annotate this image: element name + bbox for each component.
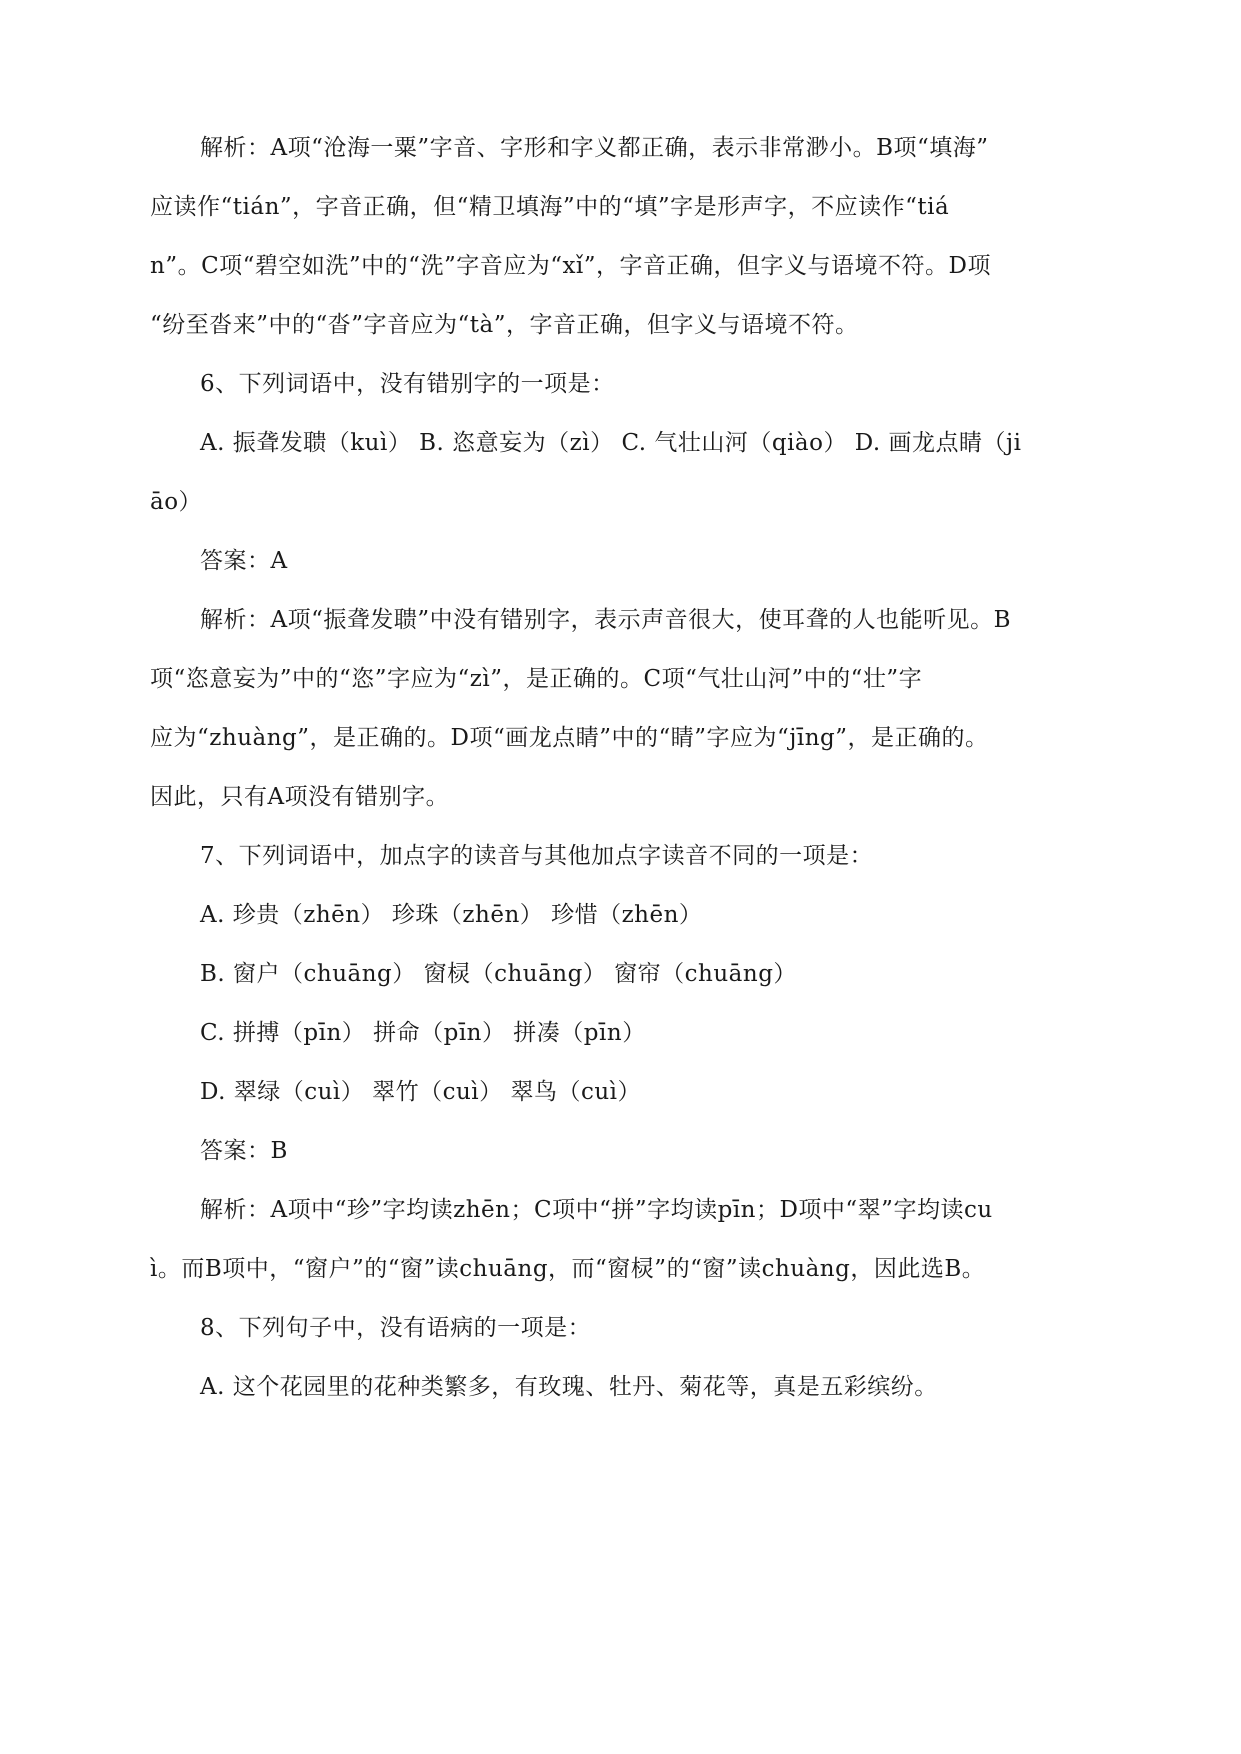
paragraph-line: n”。C项“碧空如洗”中的“洗”字音应为“xǐ”，字音正确，但字义与语境不符。D项 <box>150 253 991 279</box>
paragraph-line: “纷至沓来”中的“沓”字音应为“tà”，字音正确，但字义与语境不符。 <box>150 312 859 338</box>
question-6-options-cont: āo） <box>150 489 203 515</box>
paragraph-line: 应为“zhuàng”，是正确的。D项“画龙点睛”中的“睛”字应为“jīng”，是正确的。 <box>150 725 989 751</box>
paragraph-line: 项“恣意妄为”中的“恣”字应为“zì”，是正确的。C项“气壮山河”中的“壮”字 <box>150 666 923 692</box>
question-7-option-d: D. 翠绿（cuì） 翠竹（cuì） 翠鸟（cuì） <box>200 1079 642 1105</box>
paragraph-line: 应读作“tián”，字音正确，但“精卫填海”中的“填”字是形声字，不应读作“tiá <box>150 194 950 220</box>
question-6-options: A. 振聋发聩（kuì） B. 恣意妄为（zì） C. 气壮山河（qiào） D. 画龙点睛（ji <box>200 430 1022 456</box>
question-6-answer: 答案：A <box>200 548 288 574</box>
question-7-answer: 答案：B <box>200 1138 288 1164</box>
question-7-title: 7、下列词语中，加点字的读音与其他加点字读音不同的一项是： <box>200 843 874 869</box>
paragraph-line: 解析：A项“振聋发聩”中没有错别字，表示声音很大，使耳聋的人也能听见。B <box>200 607 1012 633</box>
question-8-option-a: A. 这个花园里的花种类繁多，有玫瑰、牡丹、菊花等，真是五彩缤纷。 <box>200 1374 938 1400</box>
question-7-option-a: A. 珍贵（zhēn） 珍珠（zhēn） 珍惜（zhēn） <box>200 902 703 928</box>
question-6-title: 6、下列词语中，没有错别字的一项是： <box>200 371 615 397</box>
question-7-option-b: B. 窗户（chuāng） 窗棂（chuāng） 窗帘（chuāng） <box>200 961 797 987</box>
paragraph-line: 解析：A项“沧海一粟”字音、字形和字义都正确，表示非常渺小。B项“填海” <box>200 135 989 161</box>
paragraph-line: 因此，只有A项没有错别字。 <box>150 784 450 810</box>
question-8-title: 8、下列句子中，没有语病的一项是： <box>200 1315 592 1341</box>
paragraph-line: 解析：A项中“珍”字均读zhēn；C项中“拼”字均读pīn；D项中“翠”字均读cu <box>200 1197 993 1223</box>
question-7-option-c: C. 拼搏（pīn） 拼命（pīn） 拼凑（pīn） <box>200 1020 646 1046</box>
paragraph-line: ì。而B项中，“窗户”的“窗”读chuāng，而“窗棂”的“窗”读chuàng，因此选B。 <box>150 1256 986 1282</box>
